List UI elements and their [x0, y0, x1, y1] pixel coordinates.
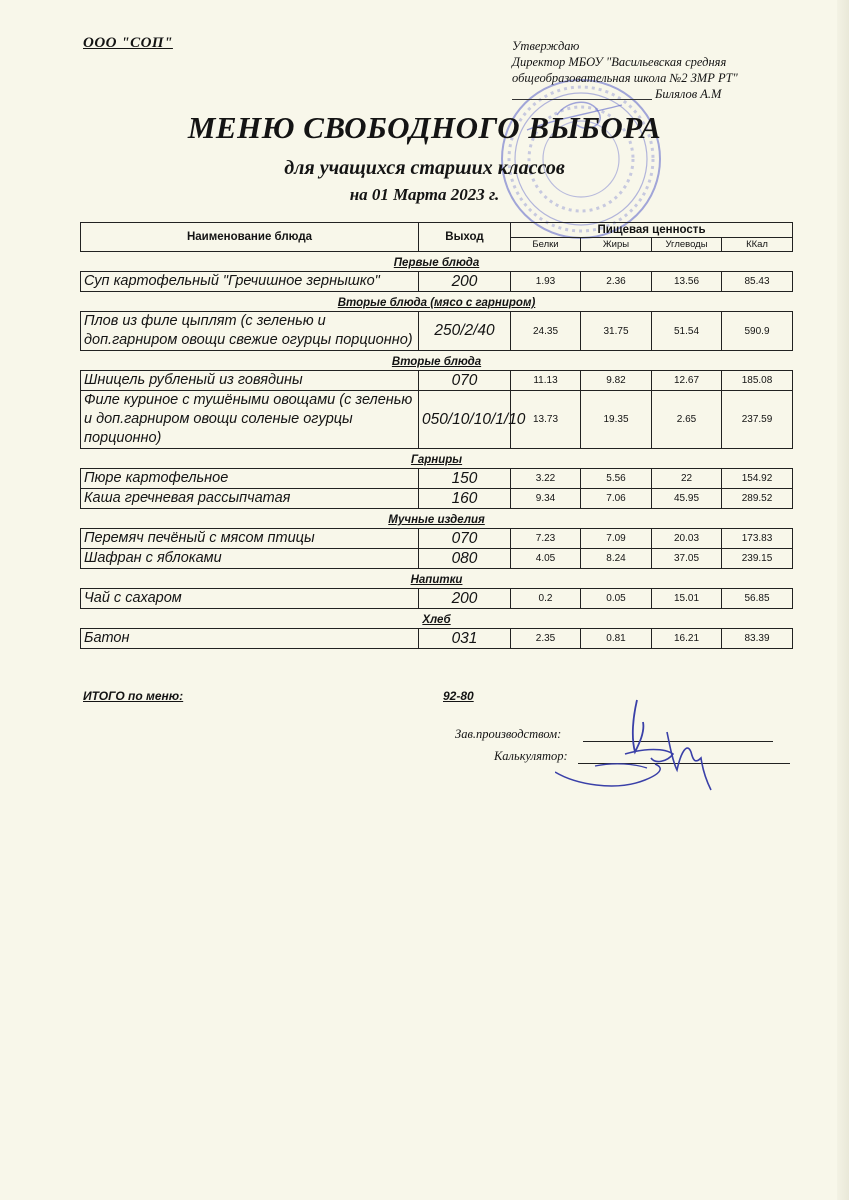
- dish-output: 160: [419, 489, 511, 509]
- dish-output: 050/10/10/1/10: [419, 391, 511, 449]
- dish-protein: 24.35: [511, 312, 581, 351]
- header-protein: Белки: [511, 238, 581, 252]
- menu-title: МЕНЮ СВОБОДНОГО ВЫБОРА: [187, 110, 662, 145]
- dish-output: 070: [419, 529, 511, 549]
- organization-name: ООО "СОП": [83, 35, 173, 51]
- section-row: [81, 509, 793, 529]
- dish-kcal: 154.92: [722, 469, 793, 489]
- dish-name: Каша гречневая рассыпчатая: [81, 489, 419, 509]
- section-row: [81, 609, 793, 629]
- dish-protein: 3.22: [511, 469, 581, 489]
- dish-protein: 4.05: [511, 549, 581, 569]
- header-carbs: Углеводы: [652, 238, 722, 252]
- header-nutrition: Пищевая ценность: [511, 223, 793, 238]
- approval-signature-line: [512, 86, 738, 102]
- dish-kcal: 56.85: [722, 589, 793, 609]
- production-manager-label: Зав.производством:: [455, 727, 562, 741]
- dish-name: Перемяч печёный с мясом птицы: [81, 529, 419, 549]
- dish-output: 070: [419, 371, 511, 391]
- dish-row: [81, 629, 793, 649]
- dish-carbs: 16.21: [652, 629, 722, 649]
- section-title: Хлеб: [422, 614, 451, 626]
- dish-output: 250/2/40: [419, 312, 511, 351]
- dish-protein: 2.35: [511, 629, 581, 649]
- section-title: Вторые блюда (мясо с гарниром): [337, 297, 536, 309]
- dish-fat: 0.81: [581, 629, 652, 649]
- section-title: Мучные изделия: [388, 514, 485, 526]
- dish-kcal: 173.83: [722, 529, 793, 549]
- dish-row: [81, 272, 793, 292]
- dish-carbs: 13.56: [652, 272, 722, 292]
- dish-row: [81, 529, 793, 549]
- header-output: Выход: [419, 223, 511, 252]
- approval-heading: Утверждаю: [512, 39, 580, 53]
- dish-output: 200: [419, 272, 511, 292]
- dish-row: [81, 371, 793, 391]
- scan-edge: [837, 0, 849, 1200]
- dish-kcal: 289.52: [722, 489, 793, 509]
- dish-carbs: 20.03: [652, 529, 722, 549]
- dish-fat: 2.36: [581, 272, 652, 292]
- dish-carbs: 45.95: [652, 489, 722, 509]
- dish-protein: 0.2: [511, 589, 581, 609]
- section-row: [81, 569, 793, 589]
- dish-carbs: 37.05: [652, 549, 722, 569]
- approval-school: общеобразовательная школа №2 ЗМР РТ": [512, 71, 738, 85]
- dish-output: 150: [419, 469, 511, 489]
- production-manager-signature: [455, 727, 561, 742]
- dish-row: [81, 469, 793, 489]
- dish-output: 200: [419, 589, 511, 609]
- section-title: Первые блюда: [393, 257, 480, 269]
- section-cell: [81, 292, 793, 312]
- handwritten-signature: [555, 692, 725, 802]
- total-label: ИТОГО по меню:: [83, 689, 184, 703]
- menu-subtitle: для учащихся старших классов: [284, 157, 565, 179]
- dish-kcal: 237.59: [722, 391, 793, 449]
- dish-name: Пюре картофельное: [81, 469, 419, 489]
- section-cell: [81, 252, 793, 272]
- dish-name: Шницель рубленый из говядины: [81, 371, 419, 391]
- approver-name: Билялов А.М: [655, 87, 722, 101]
- section-cell: [81, 569, 793, 589]
- dish-fat: 19.35: [581, 391, 652, 449]
- header-kcal: ККал: [722, 238, 793, 252]
- dish-kcal: 239.15: [722, 549, 793, 569]
- dish-fat: 8.24: [581, 549, 652, 569]
- calculator-label: Калькулятор:: [494, 749, 568, 763]
- dish-row: [81, 312, 793, 351]
- dish-fat: 5.56: [581, 469, 652, 489]
- header-fat: Жиры: [581, 238, 652, 252]
- dish-name: Шафран с яблоками: [81, 549, 419, 569]
- section-cell: [81, 351, 793, 371]
- dish-fat: 9.82: [581, 371, 652, 391]
- approval-position: Директор МБОУ "Васильевская средняя: [512, 55, 727, 69]
- dish-name: Батон: [81, 629, 419, 649]
- dish-row: [81, 489, 793, 509]
- dish-row: [81, 549, 793, 569]
- section-cell: [81, 609, 793, 629]
- section-row: [81, 351, 793, 371]
- dish-carbs: 15.01: [652, 589, 722, 609]
- dish-name: Плов из филе цыплят (с зеленью и доп.гарниром овощи свежие огурцы порционно): [81, 312, 419, 351]
- dish-protein: 1.93: [511, 272, 581, 292]
- dish-output: 080: [419, 549, 511, 569]
- dish-fat: 7.06: [581, 489, 652, 509]
- menu-date: на 01 Марта 2023 г.: [349, 185, 500, 204]
- dish-protein: 9.34: [511, 489, 581, 509]
- section-title: Вторые блюда: [391, 356, 482, 368]
- dish-row: [81, 589, 793, 609]
- dish-fat: 0.05: [581, 589, 652, 609]
- section-title: Напитки: [410, 574, 463, 586]
- dish-name: Суп картофельный "Гречишное зернышко": [81, 272, 419, 292]
- dish-kcal: 85.43: [722, 272, 793, 292]
- dish-name: Филе куриное с тушёными овощами (с зеленью и доп.гарниром овощи соленые огурцы порционно): [81, 391, 419, 449]
- dish-output: 031: [419, 629, 511, 649]
- dish-carbs: 2.65: [652, 391, 722, 449]
- dish-fat: 7.09: [581, 529, 652, 549]
- section-row: [81, 292, 793, 312]
- section-title: Гарниры: [410, 454, 463, 466]
- dish-protein: 13.73: [511, 391, 581, 449]
- section-cell: [81, 449, 793, 469]
- header-dish-name: Наименование блюда: [81, 223, 419, 252]
- approval-block: [512, 38, 738, 102]
- section-row: [81, 252, 793, 272]
- dish-protein: 7.23: [511, 529, 581, 549]
- dish-fat: 31.75: [581, 312, 652, 351]
- dish-row: [81, 391, 793, 449]
- dish-name: Чай с сахаром: [81, 589, 419, 609]
- section-row: [81, 449, 793, 469]
- dish-kcal: 83.39: [722, 629, 793, 649]
- signature-underline: [512, 99, 652, 100]
- dish-kcal: 185.08: [722, 371, 793, 391]
- total-value: 92-80: [443, 689, 474, 703]
- dish-carbs: 51.54: [652, 312, 722, 351]
- dish-carbs: 12.67: [652, 371, 722, 391]
- dish-kcal: 590.9: [722, 312, 793, 351]
- menu-table: [80, 222, 793, 649]
- section-cell: [81, 509, 793, 529]
- dish-carbs: 22: [652, 469, 722, 489]
- dish-protein: 11.13: [511, 371, 581, 391]
